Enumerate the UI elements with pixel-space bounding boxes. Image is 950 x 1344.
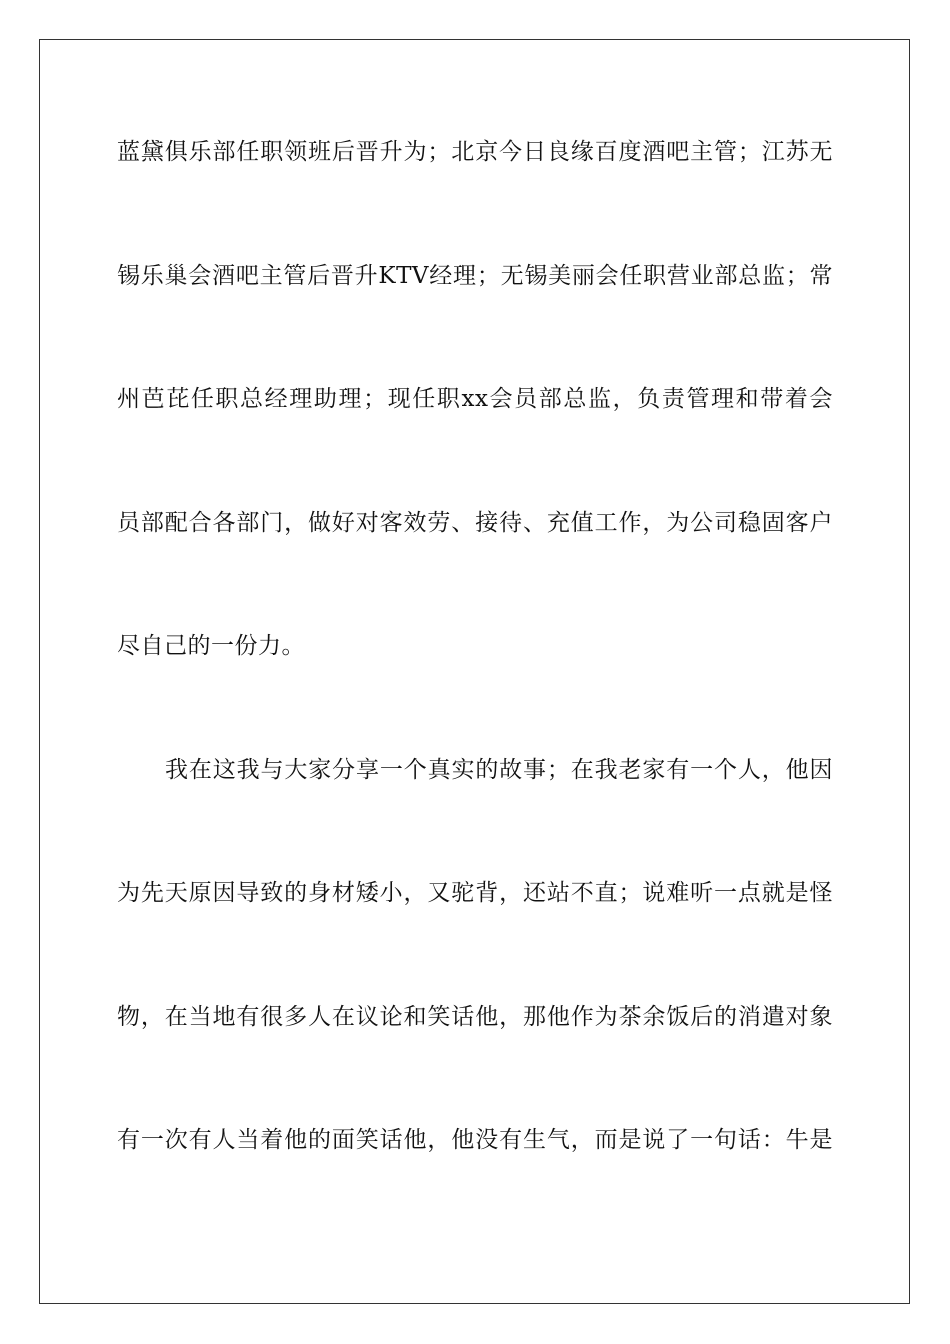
- paragraph-line-7: 为先天原因导致的身材矮小，又驼背，还站不直；说难听一点就是怪: [117, 880, 833, 906]
- paragraph-line-8: 物，在当地有很多人在议论和笑话他，那他作为茶余饭后的消遣对象: [117, 1004, 833, 1030]
- paragraph-line-6: 我在这我与大家分享一个真实的故事；在我老家有一个人，他因: [165, 757, 833, 783]
- page-frame: [39, 39, 910, 1304]
- paragraph-line-5: 尽自己的一份力。: [117, 633, 305, 659]
- paragraph-line-1: 蓝黛俱乐部任职领班后晋升为；北京今日良缘百度酒吧主管；江苏无: [117, 139, 833, 165]
- paragraph-line-2: 锡乐巢会酒吧主管后晋升KTV经理；无锡美丽会任职营业部总监；常: [117, 263, 833, 289]
- paragraph-line-4: 员部配合各部门，做好对客效劳、接待、充值工作，为公司稳固客户: [117, 510, 833, 536]
- paragraph-line-9: 有一次有人当着他的面笑话他，他没有生气，而是说了一句话：牛是: [117, 1127, 833, 1153]
- paragraph-line-3: 州芭芘任职总经理助理；现任职xx会员部总监，负责管理和带着会: [117, 386, 833, 412]
